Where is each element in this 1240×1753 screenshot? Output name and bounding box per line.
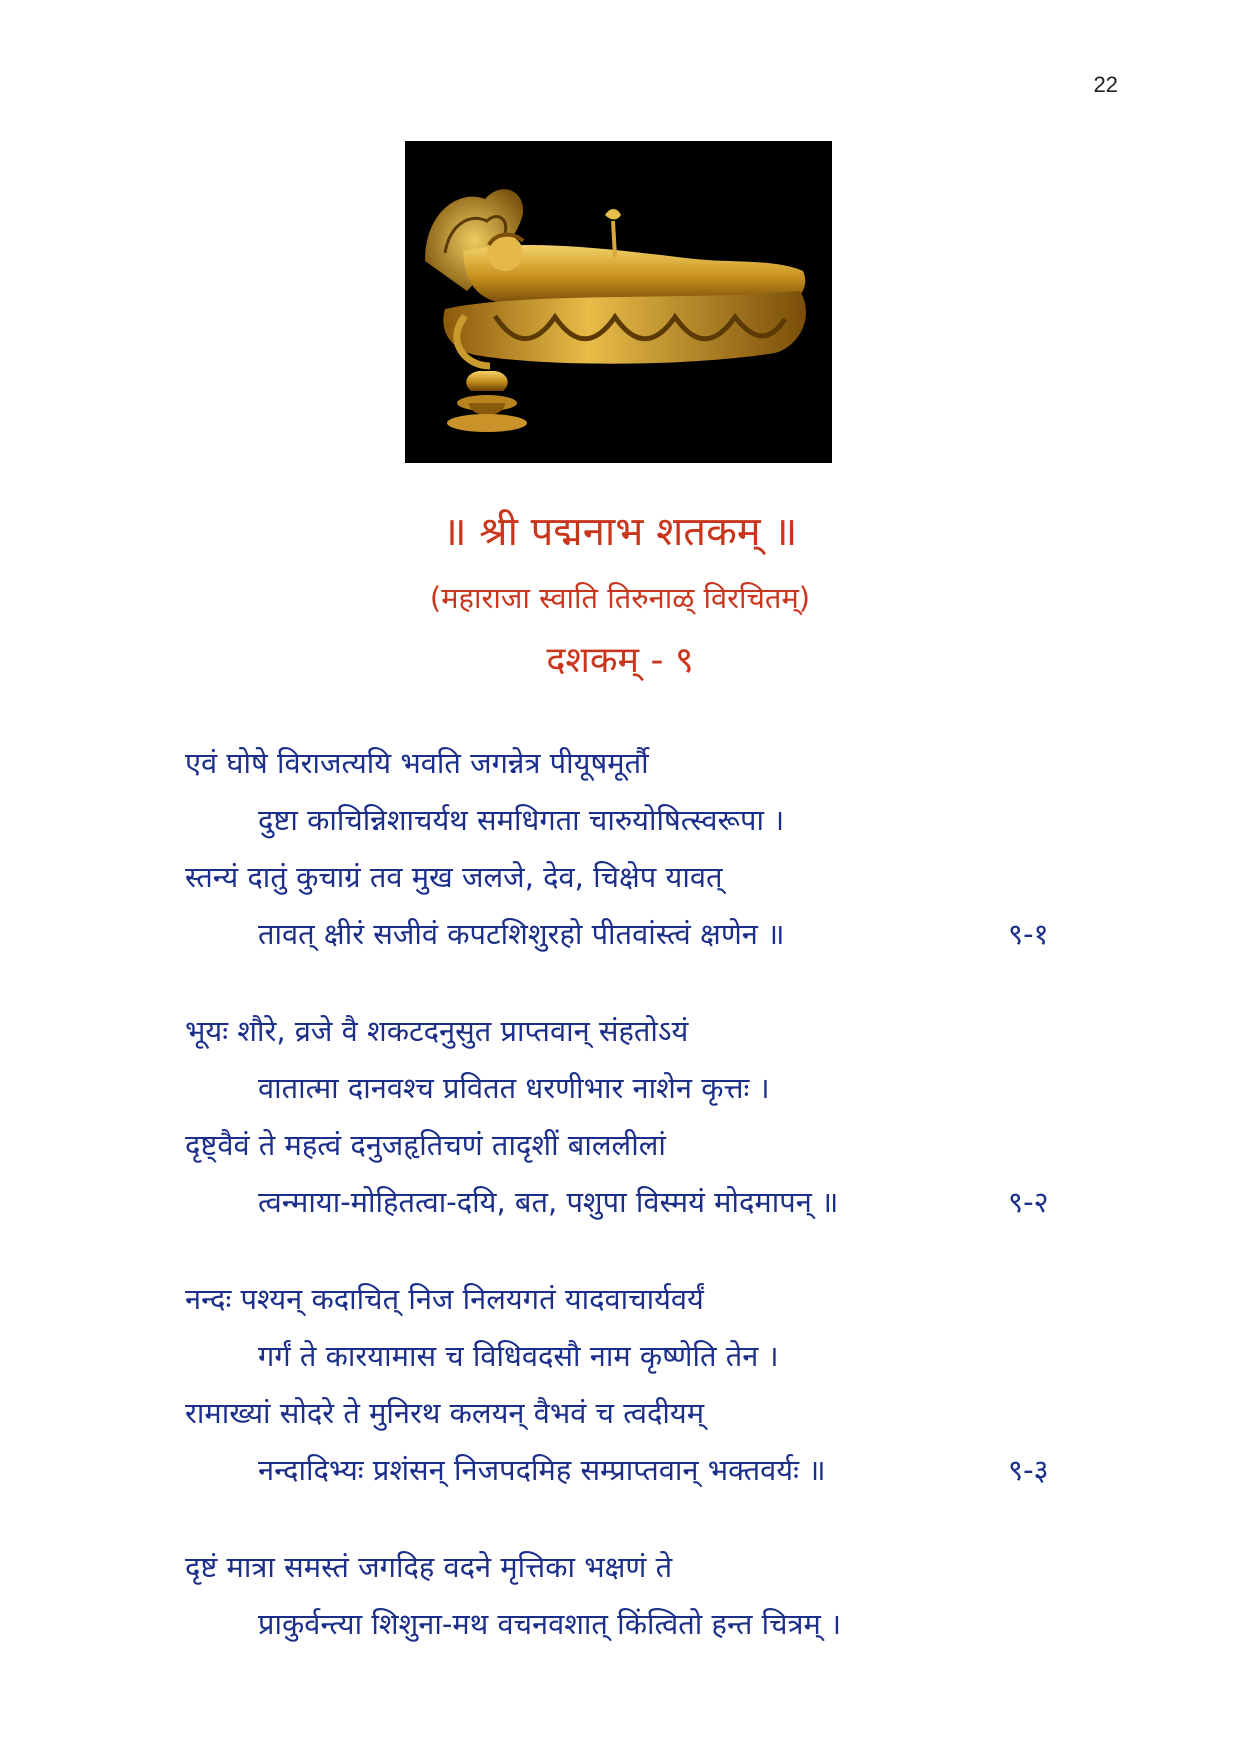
verse-number: ९-१: [1008, 917, 1049, 951]
verse-number: ९-३: [1008, 1453, 1049, 1487]
verse-line-text: नन्दादिभ्यः प्रशंसन् निजपदमिह सम्प्राप्तवान् भक्तवर्यः ॥: [258, 1453, 826, 1487]
verse-line: प्राकुर्वन्त्या शिशुना-मथ वचनवशात् किंत्वितो हन्त चित्रम् ।: [258, 1607, 842, 1641]
reclining-deity-image: [405, 141, 832, 463]
verse-line-text: तावत् क्षीरं सजीवं कपटशिशुरहो पीतवांस्त्वं क्षणेन ॥: [258, 917, 785, 951]
verse-block: [185, 735, 1085, 963]
verse-line: दृष्टं मात्रा समस्तं जगदिह वदने मृत्तिका भक्षणं ते: [185, 1550, 673, 1584]
verse-line: वातात्मा दानवश्च प्रवितत धरणीभार नाशेन कृत्तः ।: [258, 1071, 770, 1105]
verse-block: [185, 1271, 1085, 1499]
page-number: 22: [1093, 72, 1118, 97]
verse-line: दृष्ट्वैवं ते महत्वं दनुजहृतिचणं तादृशीं बाललीलां: [185, 1128, 666, 1162]
verse-block: [185, 1539, 1085, 1653]
verse-line-text: त्वन्माया-मोहितत्वा-दयि, बत, पशुपा विस्मयं मोदमापन् ॥: [258, 1185, 839, 1219]
verse-line: गर्गं ते कारयामास च विधिवदसौ नाम कृष्णेति तेन ।: [258, 1339, 779, 1373]
verse-block: [185, 1003, 1085, 1231]
section-heading: दशकम् - ९: [546, 640, 694, 681]
verse-line-final: [185, 1174, 1085, 1231]
text-title: ॥ श्री पद्मनाभ शतकम् ॥: [442, 509, 798, 555]
verse-line-final: [185, 1442, 1085, 1499]
verse-line: रामाख्यां सोदरे ते मुनिरथ कलयन् वैभवं च त्वदीयम्: [185, 1396, 705, 1430]
verse-line: भूयः शौरे, व्रजे वै शकटदनुसुत प्राप्तवान् संहतोऽयं: [185, 1014, 689, 1048]
verse-list: [185, 735, 1085, 1693]
verse-line: एवं घोषे विराजत्ययि भवति जगन्नेत्र पीयूषमूर्तौ: [185, 746, 649, 780]
verse-line: स्तन्यं दातुं कुचाग्रं तव मुख जलजे, देव, चिक्षेप यावत्: [185, 860, 723, 894]
text-subtitle: (महाराजा स्वाति तिरुनाळ् विरचितम्): [429, 581, 811, 615]
verse-number: ९-२: [1008, 1185, 1049, 1219]
verse-line-final: [185, 906, 1085, 963]
verse-line: नन्दः पश्यन् कदाचित् निज निलयगतं यादवाचार्यवर्यं: [185, 1282, 704, 1316]
verse-line: दुष्टा काचिन्निशाचर्यथ समधिगता चारुयोषित्स्वरूपा ।: [258, 803, 785, 837]
